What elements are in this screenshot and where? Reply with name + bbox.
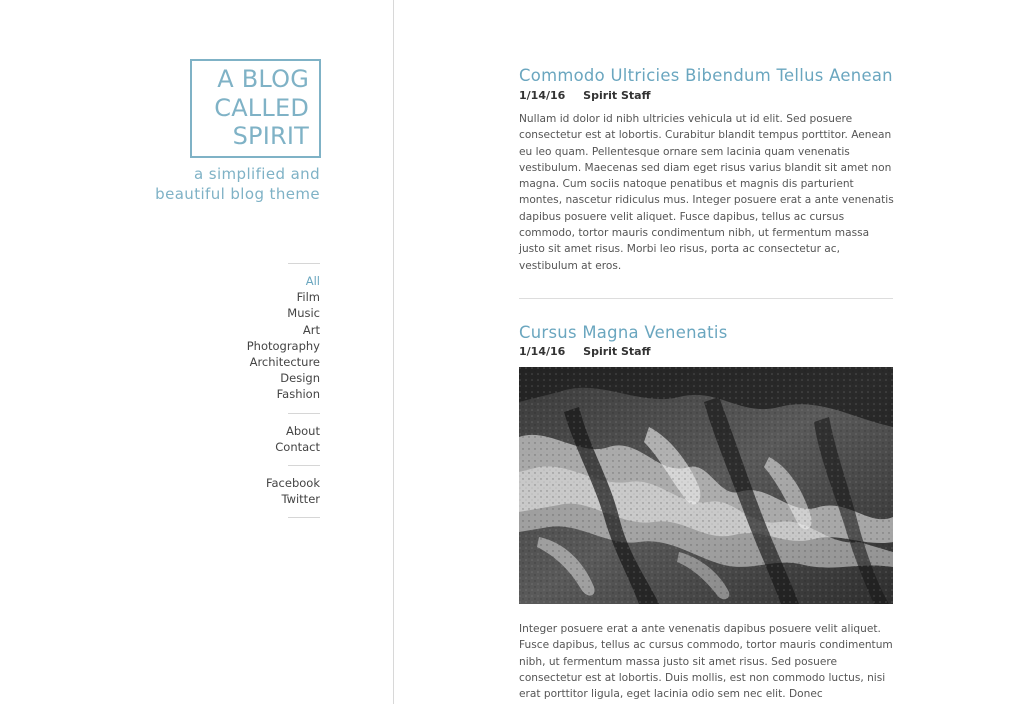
post-body: Integer posuere erat a ante venenatis dapibus posuere velit aliquet. Fusce dapibus, tellus ac cursus commodo, tortor mauris condimentum nibh, ut fermentum massa justo sit amet risus. Sed posuere consectetur est at lobortis. Duis mollis, est non commodo luctus, nisi erat porttitor ligula, eget lacinia odio sem nec elit. Donec xyxy=(519,623,893,701)
sidebar xyxy=(0,0,394,704)
post-author[interactable]: Spirit Staff xyxy=(583,345,651,358)
aerial-mountains-photo xyxy=(519,367,893,604)
site-logo[interactable] xyxy=(190,59,321,158)
post-divider xyxy=(519,298,893,299)
nav-item-architecture[interactable]: Architecture xyxy=(249,355,320,370)
post-meta xyxy=(519,89,651,102)
nav-item-music[interactable]: Music xyxy=(287,306,320,321)
category-list xyxy=(160,264,320,413)
post-feed xyxy=(519,0,894,704)
nav-divider xyxy=(288,517,320,518)
post-date: 1/14/16 xyxy=(519,89,566,102)
nav-item-facebook[interactable]: Facebook xyxy=(265,476,320,491)
logo-line-1: A BLOG xyxy=(217,65,309,93)
nav-item-about[interactable]: About xyxy=(285,423,320,438)
post-title[interactable]: Commodo Ultricies Bibendum Tellus Aenean xyxy=(519,66,893,85)
post-image-mountains[interactable] xyxy=(519,367,893,604)
nav-item-art[interactable]: Art xyxy=(302,322,320,337)
social-list xyxy=(160,466,320,517)
nav-item-all[interactable]: All xyxy=(305,274,320,288)
logo-line-2: CALLED xyxy=(214,93,309,122)
sidebar-nav xyxy=(160,263,320,518)
post-title[interactable]: Cursus Magna Venenatis xyxy=(519,323,728,342)
post-date: 1/14/16 xyxy=(519,345,566,358)
site-tagline xyxy=(120,164,320,204)
logo-line-3: SPIRIT xyxy=(232,122,309,150)
post-body: Nullam id dolor id nibh ultricies vehicula ut id elit. Sed posuere consectetur est at lobortis. Curabitur blandit tempus porttitor. Aenean eu leo quam. Pellentesque ornare sem lacinia quam venenatis vestibulum. Maecenas sed diam eget risus varius blandit sit amet non magna. Cum sociis natoque penatibus et magnis dis parturient montes, nascetur ridiculus mus. Integer posuere erat a ante venenatis dapibus posuere velit aliquet. Fusce dapibus, tellus ac cursus commodo, tortor mauris condimentum nibh, ut fermentum massa justo sit amet risus. Morbi leo risus, porta ac consectetur ac, vestibulum at eros. xyxy=(519,113,894,272)
post-meta xyxy=(519,345,651,358)
nav-item-photography[interactable]: Photography xyxy=(246,338,320,353)
tagline-line-2: beautiful blog theme xyxy=(155,185,320,203)
tagline-line-1: a simplified and xyxy=(194,165,320,183)
page-list xyxy=(160,414,320,465)
nav-item-twitter[interactable]: Twitter xyxy=(281,492,320,507)
nav-item-design[interactable]: Design xyxy=(280,371,320,386)
nav-item-contact[interactable]: Contact xyxy=(275,439,320,454)
nav-item-film[interactable]: Film xyxy=(296,290,320,305)
nav-item-fashion[interactable]: Fashion xyxy=(276,387,320,402)
post-author[interactable]: Spirit Staff xyxy=(583,89,651,102)
